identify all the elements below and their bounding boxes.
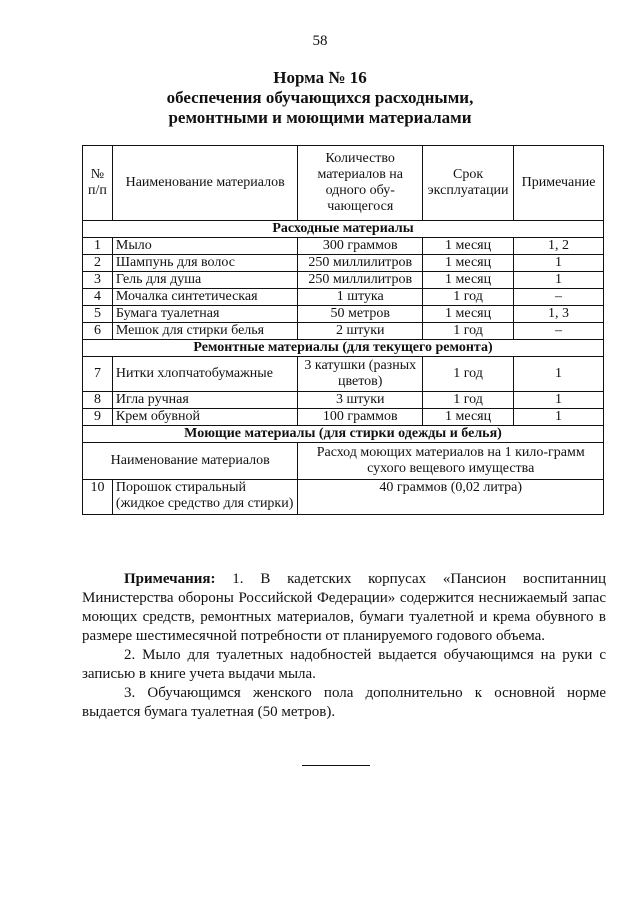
norm-table [82, 145, 604, 515]
row-num: 4 [83, 289, 113, 306]
header-qty: Количество материалов на одного обу-чающегося [298, 146, 423, 221]
row-note: 1, 3 [514, 306, 604, 323]
row-name: Мочалка синтетическая [112, 289, 297, 306]
row-term: 1 месяц [423, 255, 514, 272]
row-term: 1 год [423, 289, 514, 306]
title-line-2: обеспечения обучающихся расходными, [166, 88, 474, 107]
header-term: Срок эксплуатации [423, 146, 514, 221]
note-1 [82, 570, 606, 646]
note-2: 2. Мыло для туалетных надобностей выдается обучающимся на руки с записью в книге учета выдачи мыла. [82, 647, 606, 682]
table-row [83, 409, 604, 426]
row-qty: 3 катушки (разных цветов) [298, 357, 423, 392]
row-qty: 100 граммов [298, 409, 423, 426]
section-row-repair [83, 340, 604, 357]
washing-row [83, 480, 604, 515]
row-name: Мешок для стирки белья [112, 323, 297, 340]
section-consumables: Расходные материалы [83, 221, 604, 238]
row-note: 1, 2 [514, 238, 604, 255]
row-term: 1 год [423, 323, 514, 340]
row-num: 3 [83, 272, 113, 289]
row-note: 1 [514, 392, 604, 409]
washing-row-num: 10 [83, 480, 113, 515]
table-header-row [83, 146, 604, 221]
row-num: 2 [83, 255, 113, 272]
row-name: Крем обувной [112, 409, 297, 426]
row-term: 1 месяц [423, 272, 514, 289]
row-term: 1 месяц [423, 409, 514, 426]
row-note: 1 [514, 255, 604, 272]
row-name: Нитки хлопчатобумажные [112, 357, 297, 392]
washing-row-rate: 40 граммов (0,02 литра) [298, 480, 604, 515]
section-repair: Ремонтные материалы (для текущего ремонта) [83, 340, 604, 357]
row-qty: 2 штуки [298, 323, 423, 340]
closing-rule [302, 765, 370, 766]
row-name: Гель для душа [112, 272, 297, 289]
row-note: – [514, 289, 604, 306]
header-note: Примечание [514, 146, 604, 221]
washing-header-row [83, 443, 604, 480]
row-name: Мыло [112, 238, 297, 255]
row-num: 8 [83, 392, 113, 409]
row-note: – [514, 323, 604, 340]
table-row [83, 238, 604, 255]
table-row [83, 272, 604, 289]
header-name: Наименование материалов [112, 146, 297, 221]
row-note: 1 [514, 357, 604, 392]
washing-header-rate: Расход моющих материалов на 1 кило-грамм сухого вещевого имущества [298, 443, 604, 480]
washing-header-name: Наименование материалов [83, 443, 298, 480]
note-3: 3. Обучающимся женского пола дополнительно к основной норме выдается бумага туалетная (50 метров). [82, 685, 606, 720]
page-title [0, 68, 640, 128]
row-qty: 250 миллилитров [298, 255, 423, 272]
row-qty: 300 граммов [298, 238, 423, 255]
row-term: 1 месяц [423, 238, 514, 255]
row-num: 5 [83, 306, 113, 323]
washing-row-name: Порошок стиральный (жидкое средство для стирки) [112, 480, 297, 515]
row-qty: 3 штуки [298, 392, 423, 409]
section-washing: Моющие материалы (для стирки одежды и белья) [83, 426, 604, 443]
consumables-rows [83, 238, 604, 340]
table-row [83, 357, 604, 392]
notes-block [82, 570, 606, 722]
table-row [83, 255, 604, 272]
table-row [83, 392, 604, 409]
row-num: 1 [83, 238, 113, 255]
page-number: 58 [312, 33, 328, 49]
title-line-3: ремонтными и моющими материалами [168, 108, 472, 127]
row-term: 1 год [423, 392, 514, 409]
row-qty: 250 миллилитров [298, 272, 423, 289]
note-1-text: 1. В кадетских корпусах «Пансион воспитанниц Министерства обороны Российской Федерации» содержится неснижаемый запас моющих средств, ремонтных материалов, бумаги туалетной и крема обувного в размере шестимесячной потребности от планируемого годового объема. [82, 571, 607, 644]
row-num: 9 [83, 409, 113, 426]
section-row-washing [83, 426, 604, 443]
row-term: 1 месяц [423, 306, 514, 323]
row-name: Игла ручная [112, 392, 297, 409]
table-row [83, 323, 604, 340]
row-note: 1 [514, 409, 604, 426]
row-num: 7 [83, 357, 113, 392]
header-num: № п/п [83, 146, 113, 221]
row-term: 1 год [423, 357, 514, 392]
section-row-consumables [83, 221, 604, 238]
row-note: 1 [514, 272, 604, 289]
row-name: Бумага туалетная [112, 306, 297, 323]
row-qty: 1 штука [298, 289, 423, 306]
table-row [83, 289, 604, 306]
notes-label: Примечания: [124, 571, 216, 587]
row-num: 6 [83, 323, 113, 340]
repair-rows [83, 357, 604, 426]
title-line-1: Норма № 16 [273, 68, 367, 87]
row-qty: 50 метров [298, 306, 423, 323]
row-name: Шампунь для волос [112, 255, 297, 272]
table-row [83, 306, 604, 323]
